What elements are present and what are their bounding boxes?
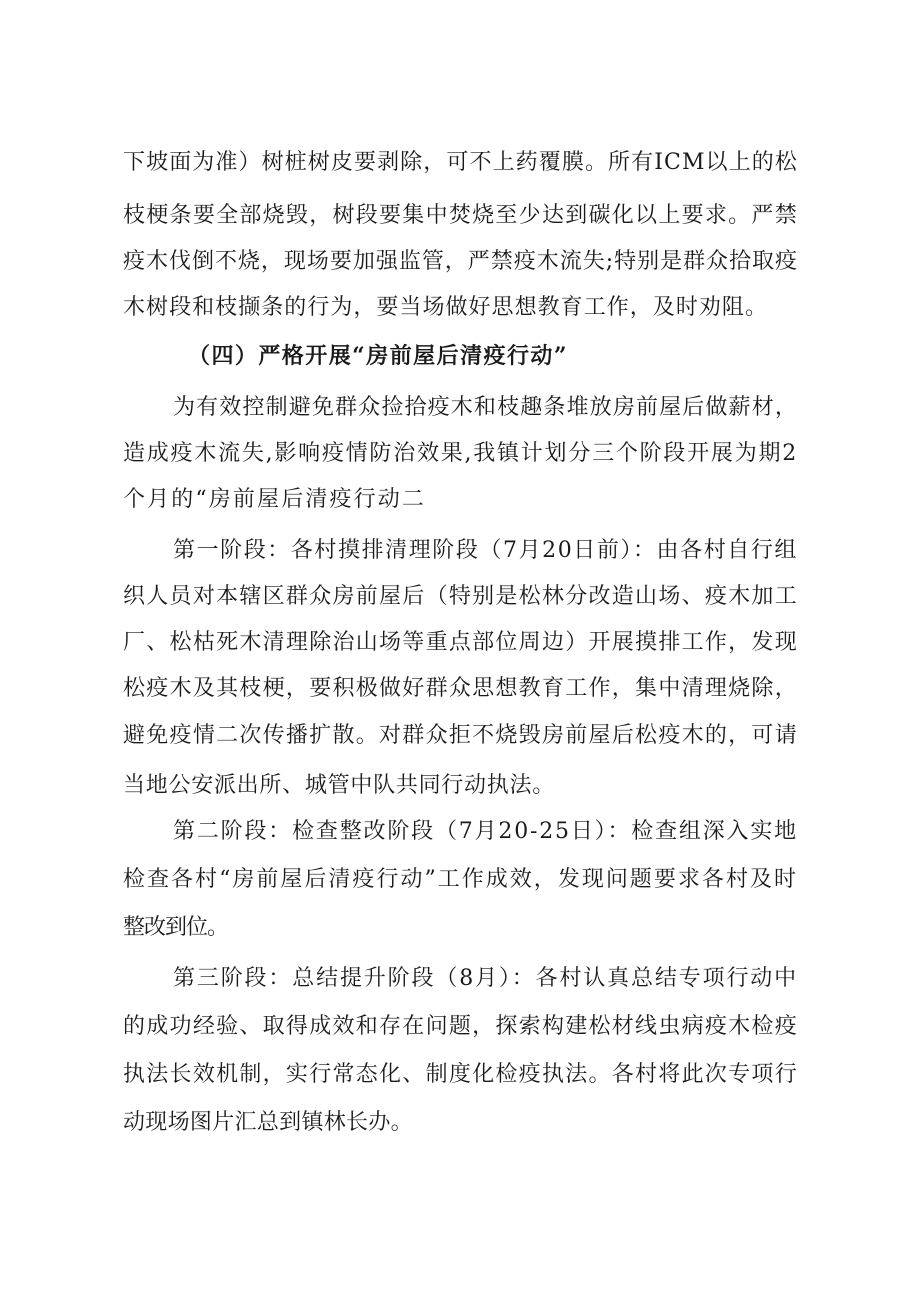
- text-line: 执法长效机制，实行常态化、制度化检疫执法。各村将此次专项行: [123, 1062, 798, 1087]
- text-line: 松疫木及其枝梗，要积极做好群众思想教育工作，集中清理烧除，: [123, 676, 798, 701]
- text-line: 造成疫木流失,影响疫情防治效果,我镇计划分三个阶段开展为期2: [123, 441, 798, 466]
- text-line: 厂、松枯死木清理除治山场等重点部位周边）开展摸排工作，发现: [123, 630, 798, 655]
- text-line: 下坡面为准）树桩树皮要剥除，可不上药覆膜。所有ICM以上的松: [123, 150, 798, 175]
- text-line: 疫木伐倒不烧，现场要加强监管，严禁疫木流失;特别是群众拾取疫: [123, 249, 798, 274]
- text-line: 木树段和枝撷条的行为，要当场做好思想教育工作，及时劝阻。: [123, 295, 768, 320]
- text-line: 动现场图片汇总到镇林长办。: [123, 1110, 413, 1135]
- text-line: 为有效控制避免群众捡拾疫木和枝趣条堆放房前屋后做薪材，: [173, 395, 798, 420]
- text-line: 个月的“房前屋后清疫行动二: [123, 487, 427, 512]
- text-line: 织人员对本辖区群众房前屋后（特别是松林分改造山场、疫木加工: [123, 584, 798, 609]
- section-heading-text: （四）严格开展“房前屋后清疫行动”: [188, 343, 568, 369]
- text-line: 枝梗条要全部烧毁，树段要集中焚烧至少达到碳化以上要求。严禁: [123, 203, 798, 228]
- text-line: 当地公安派出所、城管中队共同行动执法。: [123, 773, 555, 798]
- text-line: 第一阶段：各村摸排清理阶段（7月20日前）：由各村自行组: [173, 538, 798, 563]
- text-line: 的成功经验、取得成效和存在问题，探索构建松材线虫病疫木检疫: [123, 1014, 798, 1039]
- text-line: 第二阶段：检查整改阶段（7月20-25日）：检查组深入实地: [173, 819, 798, 844]
- text-line: 避免疫情二次传播扩散。对群众拒不烧毁房前屋后松疫木的，可请: [123, 723, 798, 748]
- text-line: 检查各村“房前屋后清疫行动”工作成效，发现问题要求各村及时: [123, 867, 798, 892]
- text-line: 第三阶段：总结提升阶段（8月）：各村认真总结专项行动中: [173, 966, 799, 991]
- text-line: 整改到位。: [123, 915, 228, 940]
